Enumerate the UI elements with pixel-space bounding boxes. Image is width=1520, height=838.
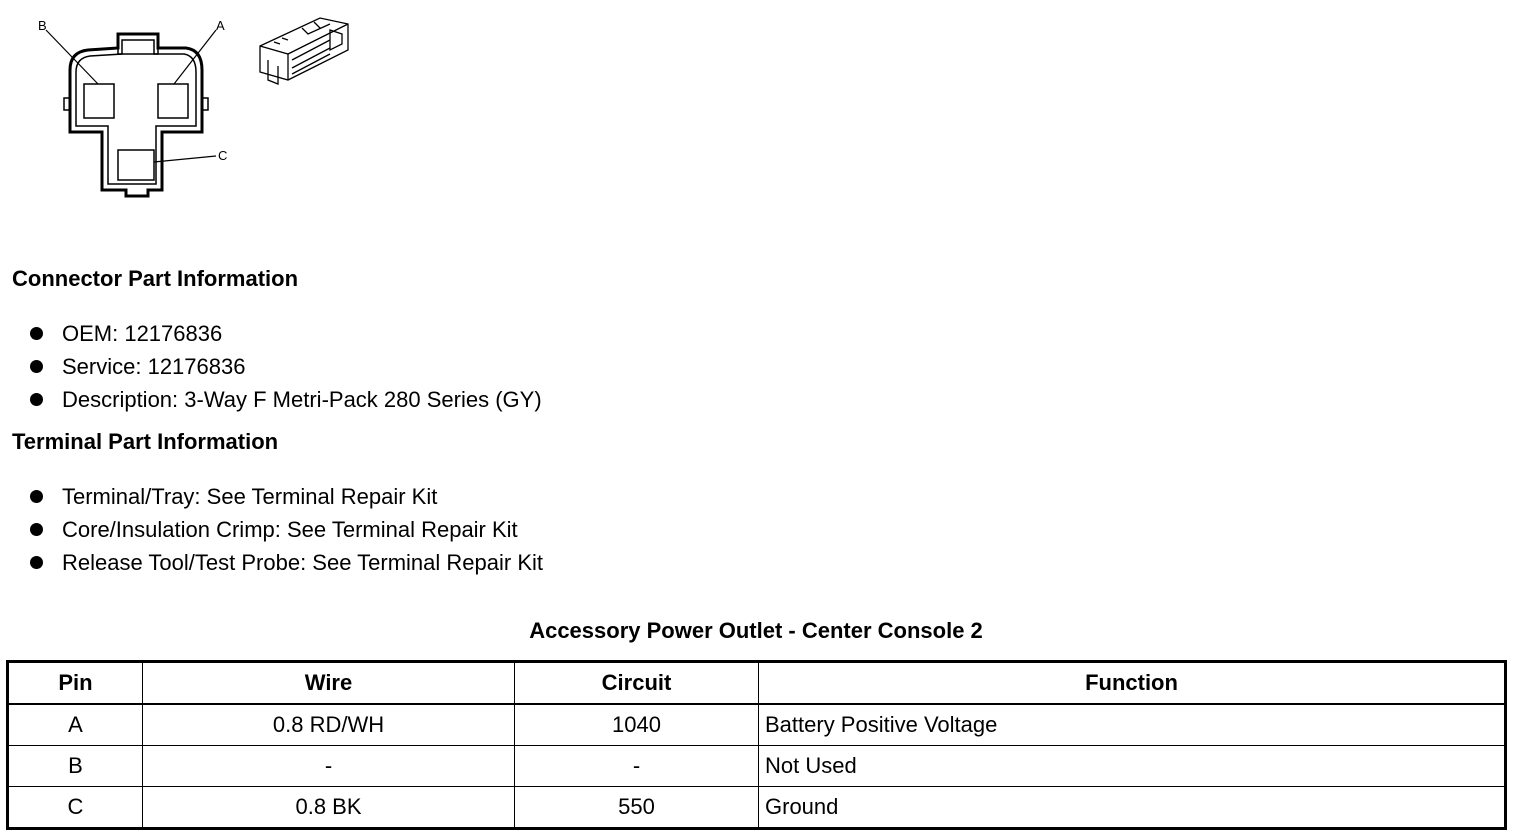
pin-label-a: A: [216, 18, 225, 33]
pin-label-c: C: [218, 148, 228, 163]
cell-wire: 0.8 RD/WH: [143, 704, 515, 746]
connector-3d-sketch: [260, 18, 348, 84]
connector-face-inner-outline: [76, 40, 196, 184]
connector-part-info-list: [28, 317, 542, 416]
column-header-function: Function: [759, 662, 1506, 705]
cell-wire: -: [143, 746, 515, 787]
list-item: Description: 3-Way F Metri-Pack 280 Series (GY): [28, 383, 542, 416]
leader-line-b: [46, 30, 98, 84]
cavity-c: [118, 150, 154, 180]
leader-line-a: [174, 30, 216, 84]
table-row: [8, 746, 1506, 787]
cell-circuit: 550: [515, 787, 759, 829]
list-item: Release Tool/Test Probe: See Terminal Repair Kit: [28, 546, 543, 579]
pin-label-b: B: [38, 18, 47, 33]
column-header-circuit: Circuit: [515, 662, 759, 705]
connector-part-info-heading: Connector Part Information: [12, 266, 299, 291]
cavity-a: [158, 84, 188, 118]
cell-function: Not Used: [759, 746, 1506, 787]
connector-latch: [118, 34, 158, 54]
table-title: Accessory Power Outlet - Center Console 2: [529, 618, 983, 643]
cell-function: Battery Positive Voltage: [759, 704, 1506, 746]
table-row: [8, 787, 1506, 829]
list-item: OEM: 12176836: [28, 317, 542, 350]
list-item: Terminal/Tray: See Terminal Repair Kit: [28, 480, 543, 513]
cavity-b: [84, 84, 114, 118]
cell-pin: B: [8, 746, 143, 787]
column-header-wire: Wire: [143, 662, 515, 705]
terminal-part-info-list: [28, 480, 543, 579]
list-item: Core/Insulation Crimp: See Terminal Repair Kit: [28, 513, 543, 546]
cell-function: Ground: [759, 787, 1506, 829]
connector-face-outline: [70, 34, 202, 196]
pinout-table: [6, 660, 1507, 830]
connector-diagram: [30, 10, 360, 210]
list-item: Service: 12176836: [28, 350, 542, 383]
cell-pin: C: [8, 787, 143, 829]
cell-pin: A: [8, 704, 143, 746]
column-header-pin: Pin: [8, 662, 143, 705]
table-row: [8, 704, 1506, 746]
cell-circuit: 1040: [515, 704, 759, 746]
cell-wire: 0.8 BK: [143, 787, 515, 829]
cell-circuit: -: [515, 746, 759, 787]
terminal-part-info-heading: Terminal Part Information: [12, 429, 279, 454]
table-header-row: [8, 662, 1506, 705]
